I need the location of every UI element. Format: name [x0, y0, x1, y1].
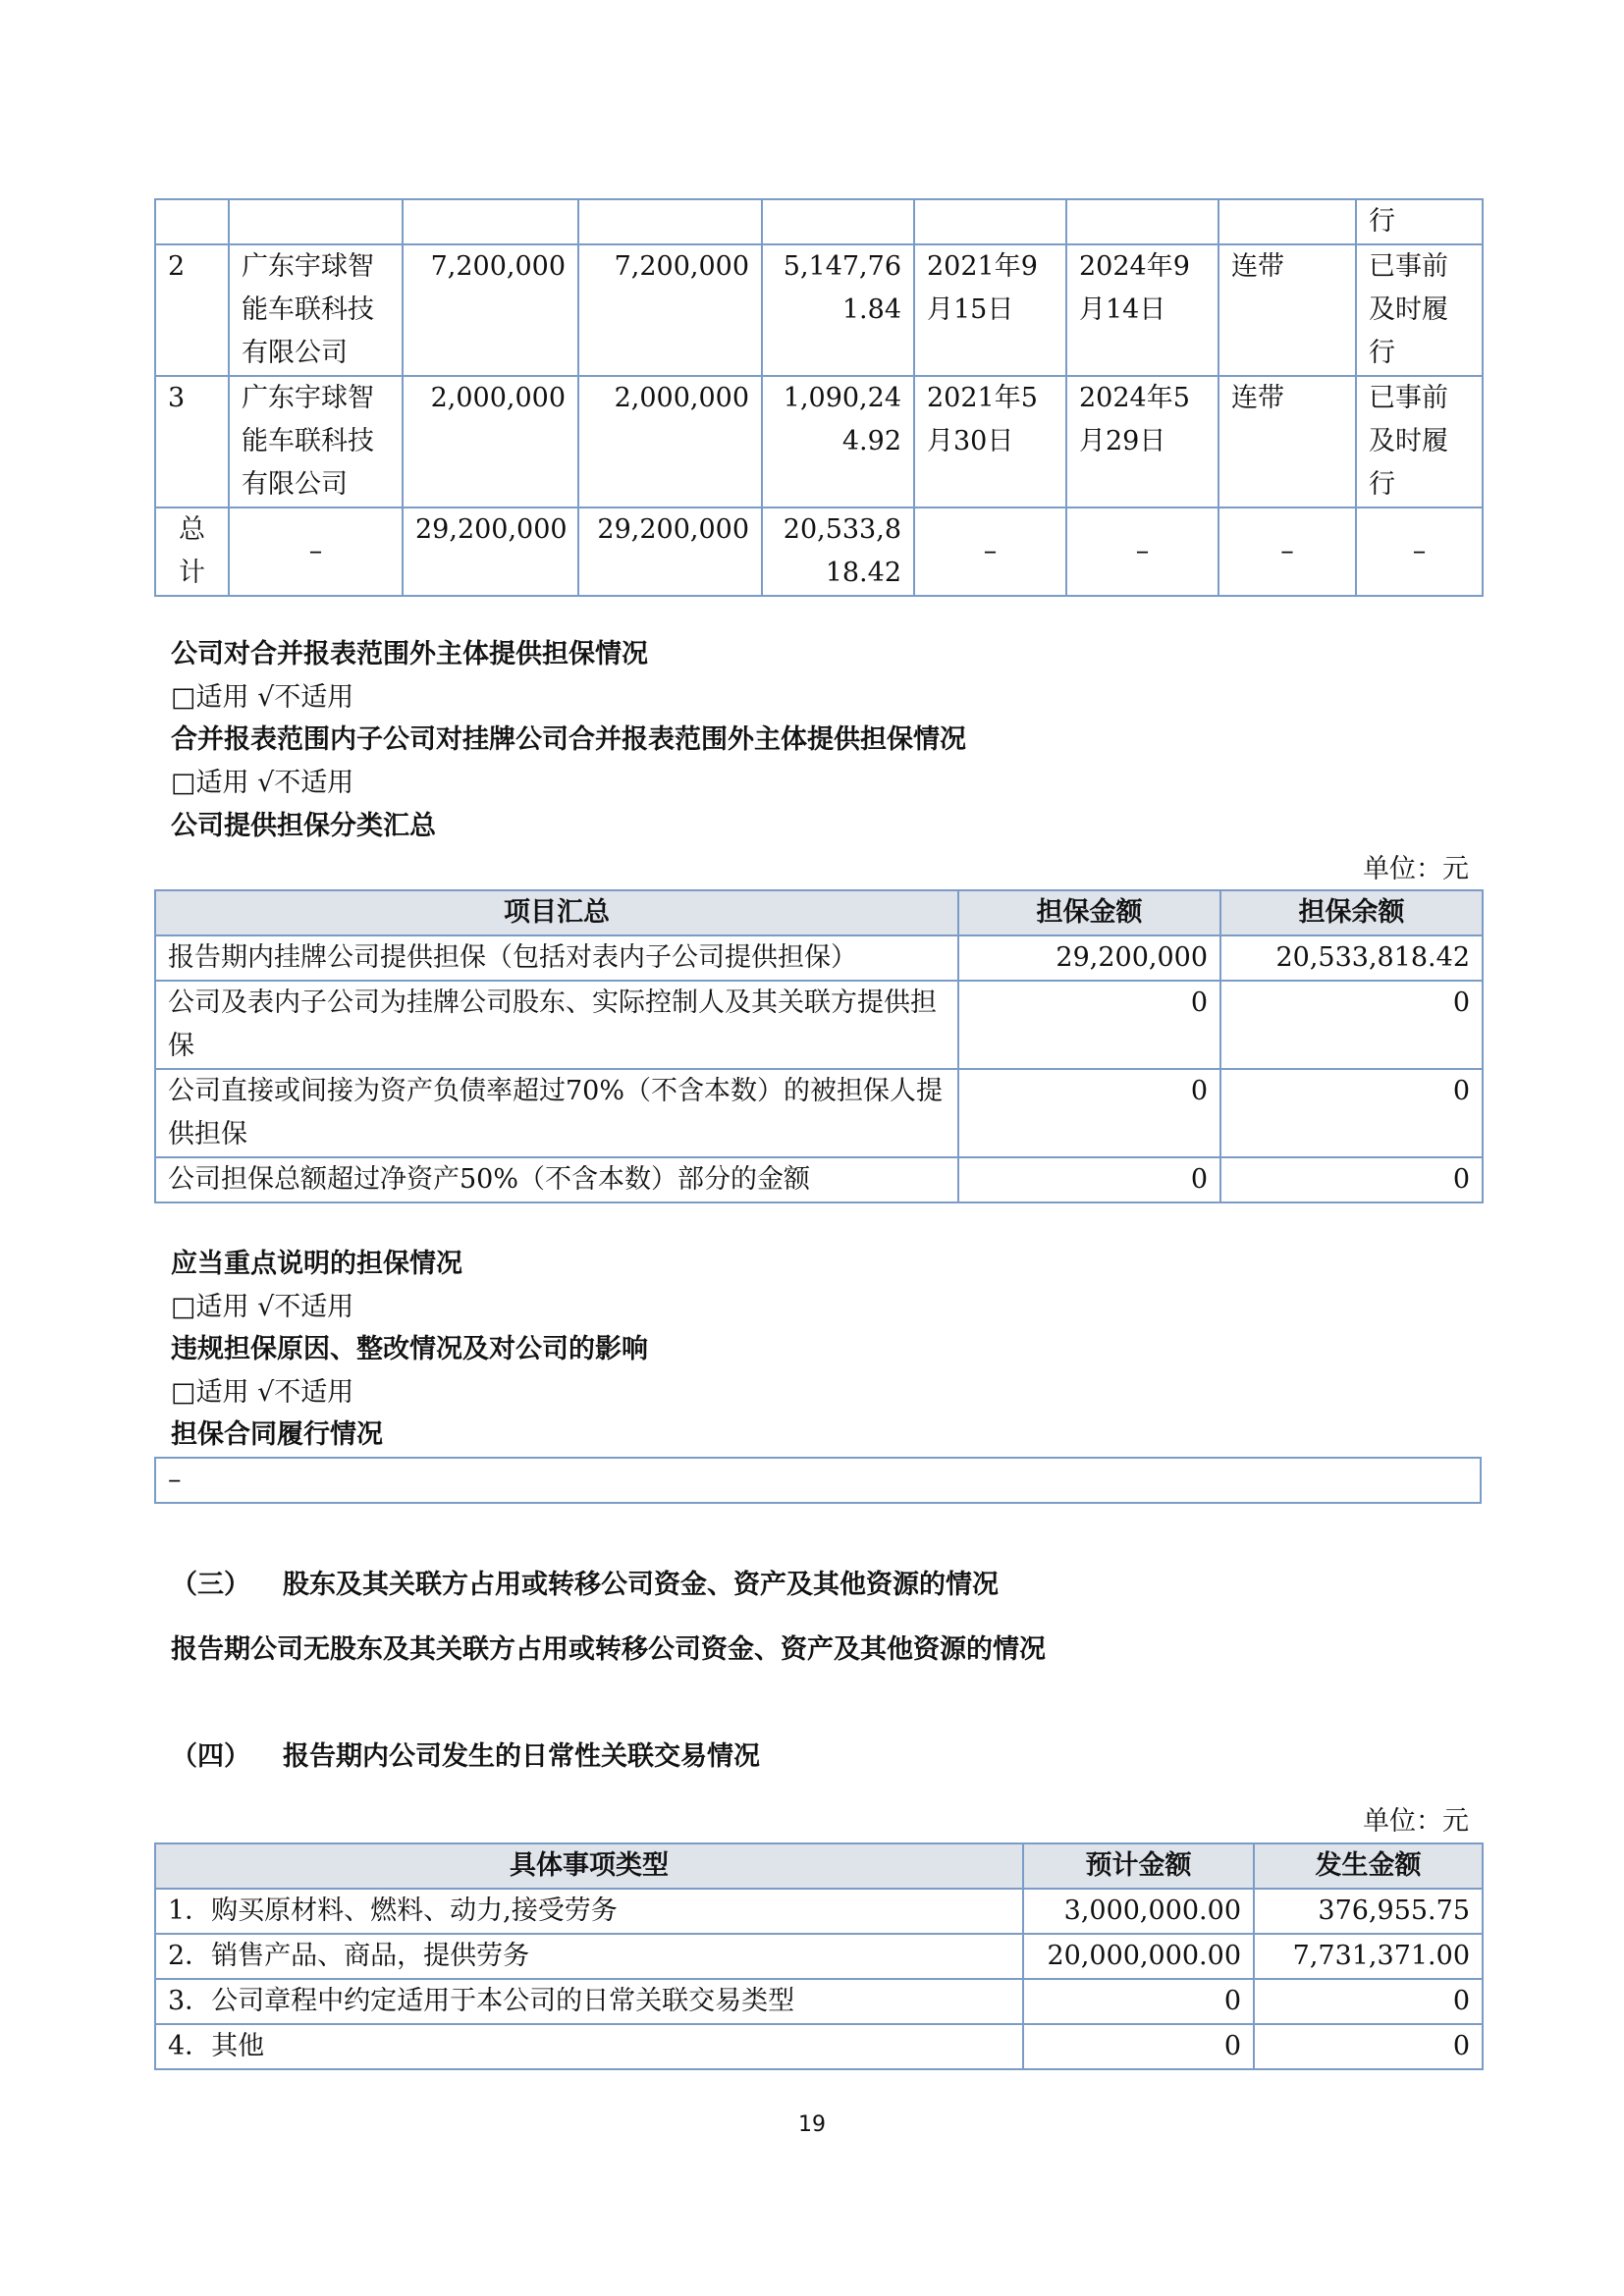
- cell-item: 报告期内挂牌公司提供担保（包括对表内子公司提供担保）: [155, 935, 958, 981]
- cell-actual: 0: [1254, 2024, 1483, 2069]
- section3-title: 股东及其关联方占用或转移公司资金、资产及其他资源的情况: [283, 1570, 999, 1600]
- subsidiary-guarantee-title: 合并报表范围内子公司对挂牌公司合并报表范围外主体提供担保情况: [171, 724, 966, 755]
- table-header-row: [155, 1843, 1483, 1889]
- table-row: [155, 199, 1483, 244]
- cell-actual: 0: [1254, 1979, 1483, 2024]
- violation-options: □适用 √不适用: [171, 1377, 354, 1408]
- table-row: [155, 1157, 1483, 1202]
- header-actual: 发生金额: [1254, 1843, 1483, 1889]
- cell-estimated: 20,000,000.00: [1023, 1934, 1254, 1979]
- cell-end: 2024年9月14日: [1066, 244, 1218, 376]
- cell-no: 2: [155, 244, 229, 376]
- external-guarantee-options: □适用 √不适用: [171, 682, 354, 713]
- table-row: [155, 1889, 1483, 1934]
- page-number: 19: [798, 2112, 826, 2137]
- cell-party: [229, 199, 403, 244]
- contract-performance-title: 担保合同履行情况: [171, 1419, 383, 1450]
- table-header-row: [155, 890, 1483, 935]
- cell-amount: 0: [958, 981, 1220, 1069]
- cell-status: 已事前及时履行: [1356, 376, 1483, 507]
- header-amount: 担保金额: [958, 890, 1220, 935]
- cell-type: 连带: [1218, 376, 1356, 507]
- cell-type: [1218, 199, 1356, 244]
- cell-balance: 0: [1220, 981, 1483, 1069]
- cell-start: [914, 199, 1066, 244]
- cell-actual: 376,955.75: [1254, 1889, 1483, 1934]
- cell-amount: 0: [958, 1069, 1220, 1157]
- summary-title: 公司提供担保分类汇总: [171, 811, 436, 841]
- cell-item: 1．购买原材料、燃料、动力,接受劳务: [155, 1889, 1023, 1934]
- guarantee-detail-table: [154, 198, 1484, 597]
- cell-actual: [578, 199, 762, 244]
- related-transactions-table: [154, 1842, 1484, 2070]
- cell-estimated: 0: [1023, 2024, 1254, 2069]
- header-balance: 担保余额: [1220, 890, 1483, 935]
- cell-no: 3: [155, 376, 229, 507]
- cell-balance: 0: [1220, 1157, 1483, 1202]
- section4-number: （四）: [171, 1741, 250, 1772]
- table-row: [155, 935, 1483, 981]
- cell-end: [1066, 199, 1218, 244]
- cell-amount: [403, 199, 578, 244]
- cell-estimated: 0: [1023, 1979, 1254, 2024]
- cell-amount: 2,000,000: [403, 376, 578, 507]
- cell-balance: 5,147,761.84: [762, 244, 914, 376]
- total-party: –: [229, 507, 403, 596]
- section3-statement: 报告期公司无股东及其关联方占用或转移公司资金、资产及其他资源的情况: [171, 1634, 1046, 1665]
- total-start: –: [914, 507, 1066, 596]
- cell-amount: 7,200,000: [403, 244, 578, 376]
- cell-actual: 7,731,371.00: [1254, 1934, 1483, 1979]
- table-row: [155, 1458, 1481, 1503]
- table-row: [155, 1979, 1483, 2024]
- cell-type: 连带: [1218, 244, 1356, 376]
- cell-start: 2021年9月15日: [914, 244, 1066, 376]
- section4-unit: 单位：元: [1363, 1806, 1469, 1837]
- table-row: [155, 981, 1483, 1069]
- cell-status: 已事前及时履行: [1356, 244, 1483, 376]
- cell-actual: 2,000,000: [578, 376, 762, 507]
- section3-heading: [171, 1564, 999, 1607]
- table-row: [155, 1069, 1483, 1157]
- cell-end: 2024年5月29日: [1066, 376, 1218, 507]
- violation-title: 违规担保原因、整改情况及对公司的影响: [171, 1334, 648, 1364]
- contract-performance-box: [154, 1457, 1482, 1504]
- cell-item: 公司直接或间接为资产负债率超过70%（不含本数）的被担保人提供担保: [155, 1069, 958, 1157]
- table-row: [155, 1934, 1483, 1979]
- header-item-type: 具体事项类型: [155, 1843, 1023, 1889]
- table-row: [155, 376, 1483, 507]
- header-item: 项目汇总: [155, 890, 958, 935]
- total-status: –: [1356, 507, 1483, 596]
- table-row: [155, 2024, 1483, 2069]
- cell-balance: 0: [1220, 1069, 1483, 1157]
- section4-heading: [171, 1735, 760, 1779]
- subsidiary-guarantee-options: □适用 √不适用: [171, 768, 354, 798]
- total-amount: 29,200,000: [403, 507, 578, 596]
- cell-party: 广东宇球智能车联科技有限公司: [229, 376, 403, 507]
- table-row: [155, 244, 1483, 376]
- section4-title: 报告期内公司发生的日常性关联交易情况: [283, 1741, 760, 1772]
- cell-amount: 29,200,000: [958, 935, 1220, 981]
- key-guarantee-options: □适用 √不适用: [171, 1292, 354, 1322]
- key-guarantee-title: 应当重点说明的担保情况: [171, 1249, 462, 1279]
- total-balance: 20,533,818.42: [762, 507, 914, 596]
- cell-actual: 7,200,000: [578, 244, 762, 376]
- cell-balance: [762, 199, 914, 244]
- total-end: –: [1066, 507, 1218, 596]
- guarantee-summary-table: [154, 889, 1484, 1203]
- cell-no: [155, 199, 229, 244]
- cell-item: 2．销售产品、商品，提供劳务: [155, 1934, 1023, 1979]
- total-type: –: [1218, 507, 1356, 596]
- cell-start: 2021年5月30日: [914, 376, 1066, 507]
- header-estimated: 预计金额: [1023, 1843, 1254, 1889]
- total-row: [155, 507, 1483, 596]
- section3-number: （三）: [171, 1570, 250, 1600]
- contract-performance-value: –: [155, 1458, 1481, 1503]
- cell-item: 4．其他: [155, 2024, 1023, 2069]
- cell-amount: 0: [958, 1157, 1220, 1202]
- cell-item: 公司担保总额超过净资产50%（不含本数）部分的金额: [155, 1157, 958, 1202]
- cell-party: 广东宇球智能车联科技有限公司: [229, 244, 403, 376]
- total-label: 总计: [155, 507, 229, 596]
- cell-estimated: 3,000,000.00: [1023, 1889, 1254, 1934]
- cell-balance: 20,533,818.42: [1220, 935, 1483, 981]
- summary-unit: 单位：元: [1363, 854, 1469, 884]
- total-actual: 29,200,000: [578, 507, 762, 596]
- external-guarantee-title: 公司对合并报表范围外主体提供担保情况: [171, 639, 648, 669]
- cell-balance: 1,090,244.92: [762, 376, 914, 507]
- cell-status: 行: [1356, 199, 1483, 244]
- cell-item: 公司及表内子公司为挂牌公司股东、实际控制人及其关联方提供担保: [155, 981, 958, 1069]
- cell-item: 3．公司章程中约定适用于本公司的日常关联交易类型: [155, 1979, 1023, 2024]
